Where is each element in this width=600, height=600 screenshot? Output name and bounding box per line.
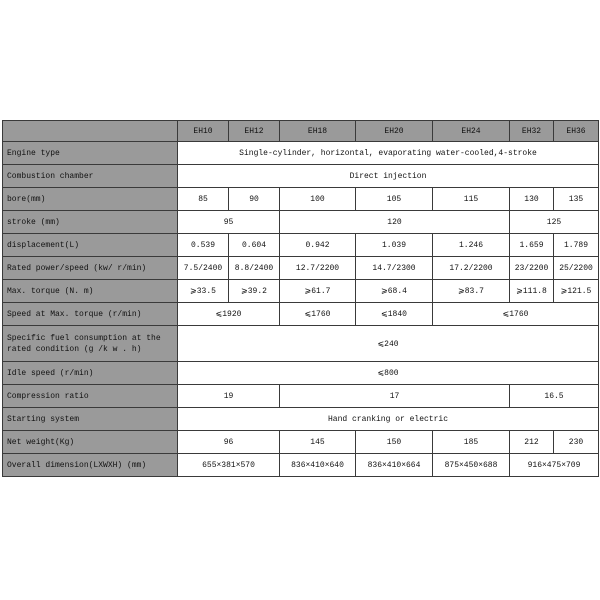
bore-eh18: 100 xyxy=(280,188,356,211)
model-eh12: EH12 xyxy=(229,121,280,142)
label-bore: bore(mm) xyxy=(3,188,178,211)
max-torque-eh20: ⩾68.4 xyxy=(356,280,433,303)
header-row xyxy=(3,121,599,142)
displacement-eh32: 1.659 xyxy=(510,234,554,257)
row-engine-type xyxy=(3,142,599,165)
row-fuel-consumption xyxy=(3,326,599,362)
stroke-eh10-eh12: 95 xyxy=(178,211,280,234)
row-max-torque xyxy=(3,280,599,303)
bore-eh32: 130 xyxy=(510,188,554,211)
rated-power-eh18: 12.7/2200 xyxy=(280,257,356,280)
overall-dim-eh18: 836×410×640 xyxy=(280,454,356,477)
max-torque-eh36: ⩾121.5 xyxy=(554,280,599,303)
net-weight-eh10-eh12: 96 xyxy=(178,431,280,454)
value-combustion: Direct injection xyxy=(178,165,599,188)
rated-power-eh12: 8.8/2400 xyxy=(229,257,280,280)
max-torque-eh18: ⩾61.7 xyxy=(280,280,356,303)
bore-eh20: 105 xyxy=(356,188,433,211)
header-corner xyxy=(3,121,178,142)
row-speed-max-torque xyxy=(3,303,599,326)
compression-eh10-eh12: 19 xyxy=(178,385,280,408)
model-eh24: EH24 xyxy=(433,121,510,142)
net-weight-eh24: 185 xyxy=(433,431,510,454)
stroke-eh18-eh24: 120 xyxy=(280,211,510,234)
overall-dim-eh20: 836×410×664 xyxy=(356,454,433,477)
label-rated-power: Rated power/speed (kw/ r/min) xyxy=(3,257,178,280)
net-weight-eh36: 230 xyxy=(554,431,599,454)
row-combustion xyxy=(3,165,599,188)
bore-eh12: 90 xyxy=(229,188,280,211)
model-eh36: EH36 xyxy=(554,121,599,142)
rated-power-eh24: 17.2/2200 xyxy=(433,257,510,280)
label-net-weight: Net weight(Kg) xyxy=(3,431,178,454)
max-torque-eh10: ⩾33.5 xyxy=(178,280,229,303)
label-idle-speed: Idle speed (r/min) xyxy=(3,362,178,385)
row-displacement xyxy=(3,234,599,257)
row-bore xyxy=(3,188,599,211)
row-compression xyxy=(3,385,599,408)
displacement-eh36: 1.789 xyxy=(554,234,599,257)
speed-max-torque-eh10-eh12: ⩽1920 xyxy=(178,303,280,326)
speed-max-torque-eh18: ⩽1760 xyxy=(280,303,356,326)
rated-power-eh20: 14.7/2300 xyxy=(356,257,433,280)
rated-power-eh36: 25/2200 xyxy=(554,257,599,280)
net-weight-eh20: 150 xyxy=(356,431,433,454)
model-eh20: EH20 xyxy=(356,121,433,142)
value-fuel-consumption: ⩽240 xyxy=(178,326,599,362)
rated-power-eh32: 23/2200 xyxy=(510,257,554,280)
overall-dim-eh10-eh12: 655×381×570 xyxy=(178,454,280,477)
max-torque-eh12: ⩾39.2 xyxy=(229,280,280,303)
label-compression: Compression ratio xyxy=(3,385,178,408)
label-fuel-consumption: Specific fuel consumption at the rated condition (g /k w . h) xyxy=(3,326,178,362)
label-overall-dim: Overall dimension(LXWXH) (mm) xyxy=(3,454,178,477)
label-max-torque: Max. torque (N. m) xyxy=(3,280,178,303)
row-overall-dim xyxy=(3,454,599,477)
row-idle-speed xyxy=(3,362,599,385)
bore-eh24: 115 xyxy=(433,188,510,211)
label-starting: Starting system xyxy=(3,408,178,431)
model-eh18: EH18 xyxy=(280,121,356,142)
bore-eh10: 85 xyxy=(178,188,229,211)
bore-eh36: 135 xyxy=(554,188,599,211)
label-engine-type: Engine type xyxy=(3,142,178,165)
row-starting xyxy=(3,408,599,431)
rated-power-eh10: 7.5/2400 xyxy=(178,257,229,280)
net-weight-eh18: 145 xyxy=(280,431,356,454)
row-stroke xyxy=(3,211,599,234)
value-idle-speed: ⩽800 xyxy=(178,362,599,385)
overall-dim-eh32-eh36: 916×475×709 xyxy=(510,454,599,477)
row-net-weight xyxy=(3,431,599,454)
label-stroke: stroke (mm) xyxy=(3,211,178,234)
displacement-eh12: 0.604 xyxy=(229,234,280,257)
displacement-eh24: 1.246 xyxy=(433,234,510,257)
label-speed-max-torque: Speed at Max. torque (r/min) xyxy=(3,303,178,326)
stroke-eh32-eh36: 125 xyxy=(510,211,599,234)
compression-eh32-eh36: 16.5 xyxy=(510,385,599,408)
label-combustion: Combustion chamber xyxy=(3,165,178,188)
speed-max-torque-eh20: ⩽1840 xyxy=(356,303,433,326)
label-displacement: displacement(L) xyxy=(3,234,178,257)
value-engine-type: Single-cylinder, horizontal, evaporating water-cooled,4-stroke xyxy=(178,142,599,165)
max-torque-eh32: ⩾111.8 xyxy=(510,280,554,303)
model-eh10: EH10 xyxy=(178,121,229,142)
overall-dim-eh24: 875×450×688 xyxy=(433,454,510,477)
displacement-eh18: 0.942 xyxy=(280,234,356,257)
displacement-eh20: 1.039 xyxy=(356,234,433,257)
spec-table xyxy=(2,120,599,477)
model-eh32: EH32 xyxy=(510,121,554,142)
compression-eh18-eh24: 17 xyxy=(280,385,510,408)
value-starting: Hand cranking or electric xyxy=(178,408,599,431)
displacement-eh10: 0.539 xyxy=(178,234,229,257)
row-rated-power xyxy=(3,257,599,280)
max-torque-eh24: ⩾83.7 xyxy=(433,280,510,303)
speed-max-torque-eh24-eh36: ⩽1760 xyxy=(433,303,599,326)
net-weight-eh32: 212 xyxy=(510,431,554,454)
